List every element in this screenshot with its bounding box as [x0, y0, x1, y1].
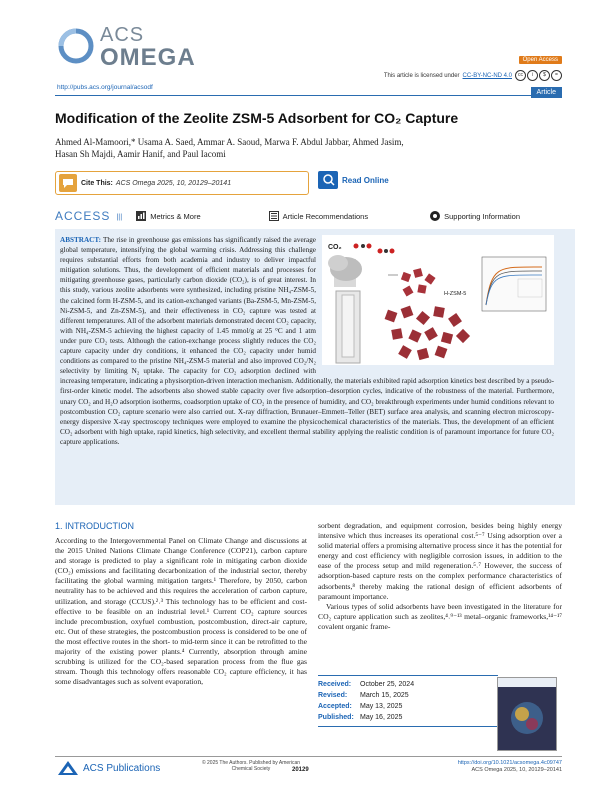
- publisher-name: ACS Publications: [83, 762, 161, 774]
- toc-inset-plot: [482, 257, 546, 311]
- open-access-badge: Open Access: [519, 56, 562, 64]
- acs-publications-logo: [57, 760, 160, 776]
- access-label: ACCESS: [55, 209, 111, 223]
- license-prefix: This article is licensed under: [383, 72, 460, 79]
- license-link[interactable]: CC-BY-NC-ND 4.0: [462, 72, 512, 79]
- toc-co2-label: CO₂: [328, 244, 342, 251]
- cite-this-box[interactable]: [55, 171, 309, 195]
- intro-column-2: [318, 521, 562, 632]
- metrics-label: Metrics & More: [150, 211, 201, 221]
- journal-reference: ACS Omega 2025, 10, 20129–20141: [471, 767, 562, 773]
- metrics-icon: [136, 211, 146, 221]
- logo-text-acs: ACS: [100, 24, 145, 46]
- metrics-link[interactable]: [136, 211, 200, 221]
- section-heading-introduction: 1. INTRODUCTION: [55, 521, 135, 531]
- date-revised: Revised: March 15, 2025: [318, 692, 409, 699]
- footer-rule: [55, 756, 562, 757]
- doi-block: [458, 760, 562, 774]
- acs-publications-icon: [57, 760, 79, 776]
- publication-dates: [318, 675, 498, 727]
- abstract: [60, 235, 554, 447]
- access-bar: [55, 206, 562, 226]
- cite-label: Cite This:: [81, 179, 113, 187]
- abstract-label: ABSTRACT:: [60, 236, 102, 244]
- cite-icon: [59, 174, 77, 192]
- intro-column-1: [55, 536, 307, 687]
- intro-paragraph-continued: sorbent degradation, and equipment corrosion, besides being highly energy intensive which thus increases its operational cost.⁵⁻⁷ Using adsorption over a solid material offers a promising alternative process since it has the potential for energy and cost efficiency with negligible corrosion issues, in addition to the ease of the process setup and mild regeneration.⁵˒⁷ However, the success of adsorption-based capture rests on the complex performance characteristics of adsorbents,⁸ thereby making the rational design of efficient adsorbents of paramount importance.: [318, 521, 562, 601]
- toc-graphic: [322, 235, 554, 365]
- date-accepted: Accepted: May 13, 2025: [318, 703, 403, 710]
- acs-omega-logo-icon: [58, 28, 94, 64]
- authors-line-1[interactable]: Ahmed Al-Mamoori,* Usama A. Saed, Ammar A. Saoud, Marwa F. Abdul Jabbar, Ahmed Jasim,: [55, 137, 404, 147]
- toc-zsm-label: H-ZSM-5: [444, 291, 467, 297]
- journal-logo: [58, 22, 196, 72]
- journal-cover-thumbnail[interactable]: [497, 677, 557, 751]
- supporting-info-link[interactable]: [430, 211, 520, 221]
- doi-link[interactable]: https://doi.org/10.1021/acsomega.4c09747: [457, 760, 562, 766]
- license-line: [384, 70, 562, 81]
- intro-paragraph-2: Various types of solid adsorbents have been investigated in the literature for CO₂ capture application such as zeolites,⁴˒⁹⁻¹³ metal–organic frameworks,¹⁴⁻¹⁷ covalent organic frame-: [318, 601, 562, 631]
- read-online-icon: [318, 171, 338, 189]
- supporting-label: Supporting Information: [444, 211, 520, 221]
- intro-paragraph: According to the Intergovernmental Panel on Climate Change and discussions at the 2015 United Nations Climate Change Conference (COP21), carbon capture and storage is predicted to play a significant role in mitigating carbon dioxide (CO₂) emissions and facilitating decarbonization of the industrial sector, thereby facilitating the global warming mitigation targets.¹ Therefore, by 2050, carbon neutrality has to be achieved and this requires the acceleration of carbon capture, utilization, and storage (CCUS).²˒³ This technology has to be efficient and cost-effective to be feasible on an industrial level.¹ Current CO₂ capture sources include precombustion, oxyfuel combustion, postcombustion, direct-air capture, etc. Out of these strategies, the postcombustion process is considered to be one of the most effective routes in the short- to mid-term since it can be retrofitted to the majority of the existing power plants.⁴ Currently, absorption through amine scrubbing is utilized for the CO₂-based separation process from the flue gas stream. Though this technology offers reasonable CO₂ capture efficiency, it has some disadvantages such as solvent evaporation,: [55, 536, 307, 687]
- article-type-badge: Article: [531, 87, 562, 98]
- access-dots: |||: [116, 211, 123, 221]
- author-list: [55, 136, 555, 160]
- logo-text-omega: OMEGA: [100, 44, 196, 71]
- journal-url-link[interactable]: http://pubs.acs.org/journal/acsodf: [57, 84, 153, 91]
- copyright-notice: © 2025 The Authors. Published by American Chemical Society: [201, 760, 301, 772]
- recommendations-icon: [269, 211, 279, 221]
- authors-line-2[interactable]: Hasan Sh Majdi, Aamir Hanif, and Paul Iacomi: [55, 149, 226, 159]
- cite-reference: ACS Omega 2025, 10, 20129–20141: [115, 179, 232, 187]
- date-published: Published: May 16, 2025: [318, 714, 403, 721]
- read-online-label: Read Online: [342, 175, 389, 185]
- cc-license-icon: cc i $ =: [515, 70, 562, 81]
- read-online-button[interactable]: [318, 171, 389, 189]
- abstract-body: The rise in greenhouse gas emissions has significantly raised the average global temperature, intensifying the global warming crisis. Addressing this challenge requires substantial efforts from both academia and industry to deliver impactful mitigation solutions. Thus, the development of efficient materials and processes for mitigating greenhouse gases, particularly carbon dioxide (CO₂), is of great interest. In this study, various zeolite adsorbents were synthesized, including pristine NH₄-ZSM-5, the calcined form H-ZSM-5, and its cation-exchanged variants (Ba-ZSM-5, Mn-ZSM-5, Ni-ZSM-5, and Zn-ZSM-5), and their effectiveness in CO₂ capture was tested at different temperatures. All of the adsorbent materials demonstrated decent CO₂ capacity, with NH₄-ZSM-5 achieving the highest capacity of 1.45 mmol/g at 25 °C and 1 atm under pure CO₂ tests. Although the cation-exchange process slightly reduces the CO₂ capture capacity under dry conditions, it enhanced the CO₂ capacity under humid conditions as compared to the pristine NH₄-ZSM-5 material and also improved CO₂/N₂ selectivity by limiting N₂ uptake. The capacity for CO₂ adsorption declined with increasing temperature, indicating a physisorption-driven interaction mechanism. Additionally, the materials exhibited rapid adsorption kinetics best described by a pseudo-first-order kinetic model. The adsorbents also showed stable capacity over five adsorption–desorption cycles, indicative of the robustness of the material. Furthermore, unary CO₂ and H₂O adsorption isotherms, coadsorption uptake of CO₂ in the presence of humidity, and CO₂ breakthrough experiments under humid conditions relevant to postcombustion CO₂ capture scenario were also carried out. X-ray diffraction, Brunauer–Emmett–Teller (BET) surface area analysis, and scanning electron microscopy-energy dispersive X-ray spectroscopy techniques were employed to examine the physicochemical characteristics of the materials. Thus, the development of an efficient CO₂ adsorbent with high uptake, rapid kinetics, high selectivity, and excellent thermal stability applying the realistic condition is of paramount importance for future CO₂ capture applications.: [60, 236, 554, 446]
- page-number: 20129: [292, 767, 309, 773]
- date-received: Received: October 25, 2024: [318, 681, 415, 688]
- paper-title: Modification of the Zeolite ZSM-5 Adsorbent for CO₂ Capture: [55, 110, 459, 126]
- recommendations-label: Article Recommendations: [282, 211, 369, 221]
- recommendations-link[interactable]: [269, 211, 368, 221]
- supporting-icon: [430, 211, 440, 221]
